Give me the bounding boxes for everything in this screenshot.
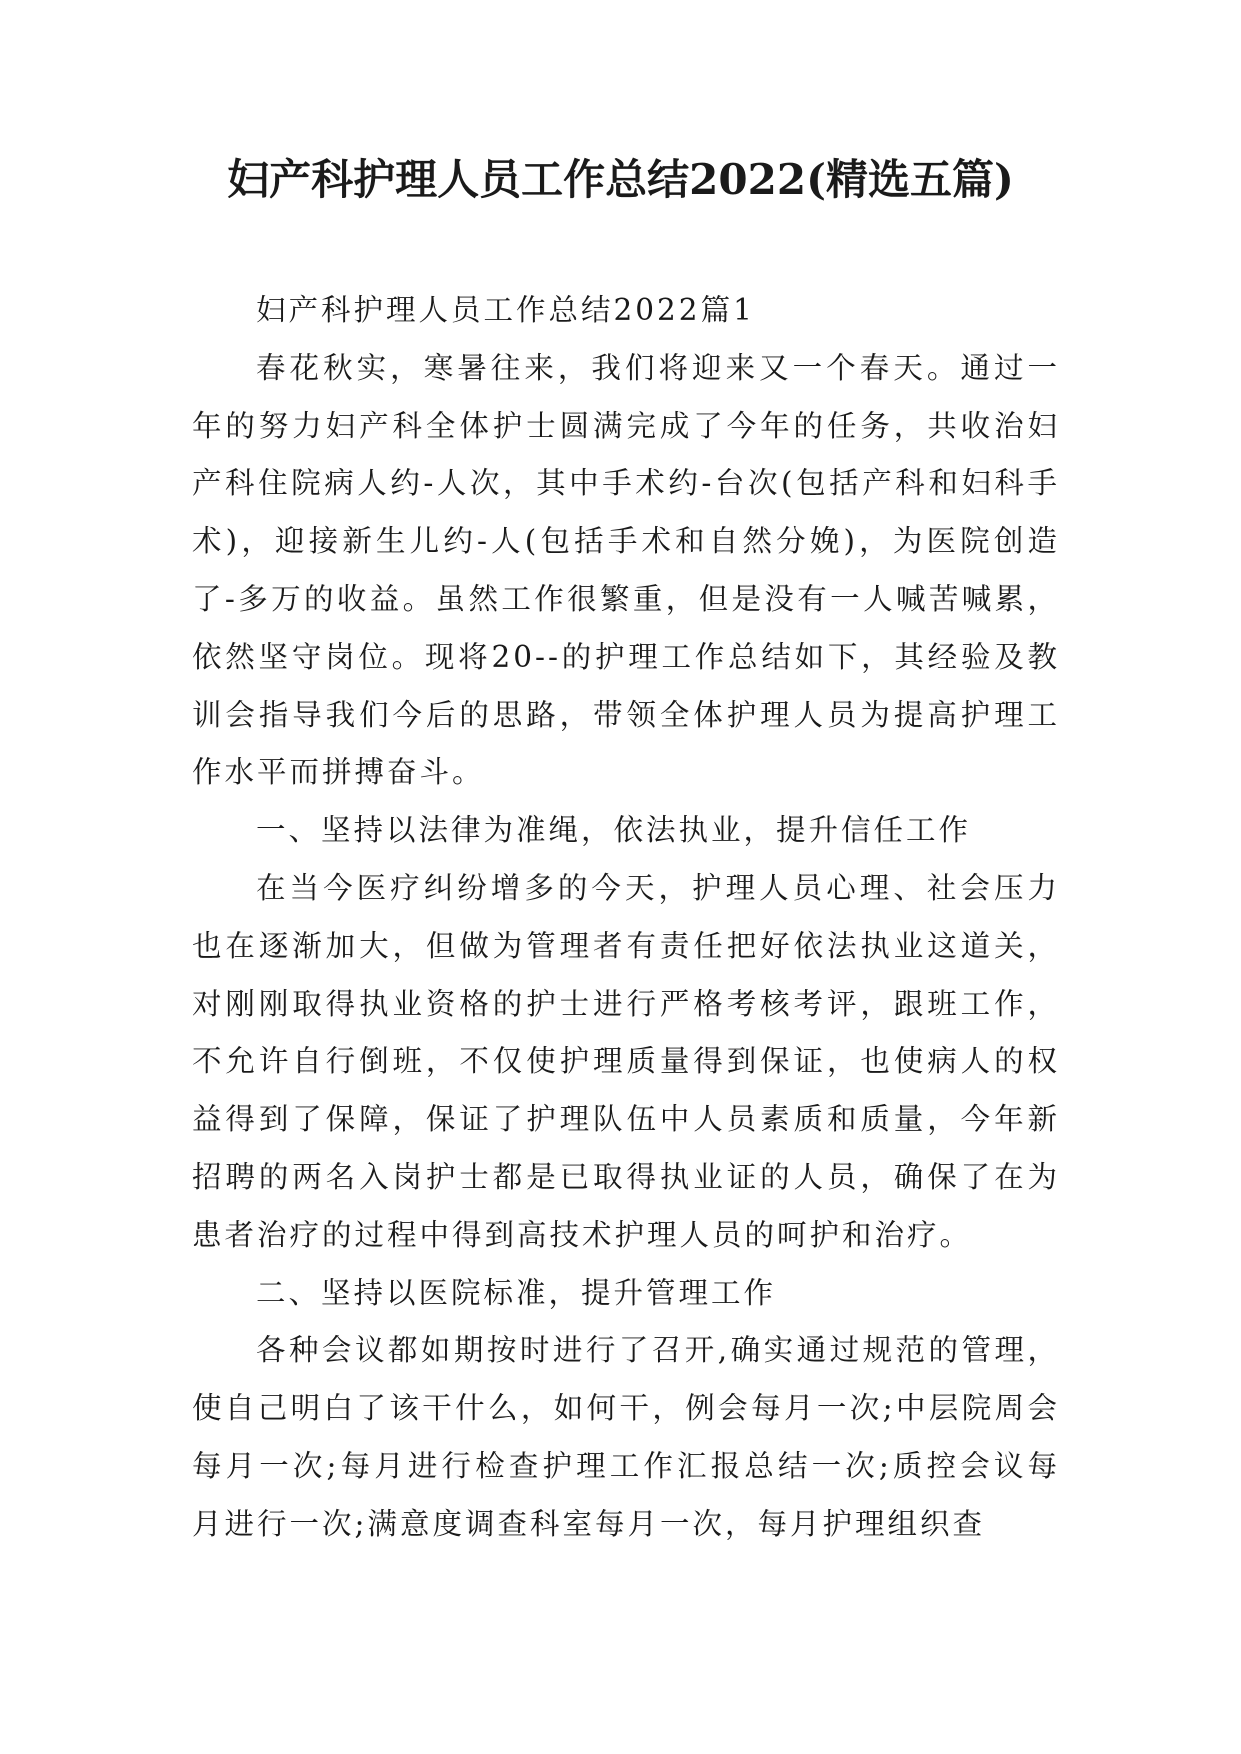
section-heading-part-1: 妇产科护理人员工作总结2022篇1 (256, 293, 755, 327)
section-heading-1: 一、坚持以法律为准绳，依法执业，提升信任工作 (256, 813, 972, 848)
document-title: 妇产科护理人员工作总结2022(精选五篇) (227, 155, 1014, 204)
body-paragraph-intro: 春花秋实，寒暑往来，我们将迎来又一个春天。通过一年的努力妇产科全体护士圆满完成了今年的任务，共收治妇产科住院病人约-人次，其中手术约-台次(包括产科和妇科手术)，迎接新生儿约-人(包括手术和自然分娩)，为医院创造了-多万的收益。虽然工作很繁重，但是没有一人喊苦喊累，依然坚守岗位。现将20--的护理工作总结如下，其经验及教训会指导我们今后的思路，带领全体护理人员为提高护理工作水平而拼搏奋斗。 (192, 350, 1060, 790)
section-heading-2: 二、坚持以医院标准，提升管理工作 (256, 1275, 777, 1310)
body-paragraph-2: 各种会议都如期按时进行了召开,确实通过规范的管理，使自己明白了该干什么，如何干，例会每月一次;中层院周会每月一次;每月进行检查护理工作汇报总结一次;质控会议每月进行一次;满意度调查科室每月一次，每月护理组织查 (192, 1333, 1060, 1541)
body-paragraph-1: 在当今医疗纠纷增多的今天，护理人员心理、社会压力也在逐渐加大，但做为管理者有责任把好依法执业这道关，对刚刚取得执业资格的护士进行严格考核考评，跟班工作，不允许自行倒班，不仅使护理质量得到保证，也使病人的权益得到了保障，保证了护理队伍中人员素质和质量，今年新招聘的两名入岗护士都是已取得执业证的人员，确保了在为患者治疗的过程中得到高技术护理人员的呵护和治疗。 (192, 870, 1060, 1252)
document-body (192, 282, 1060, 1554)
